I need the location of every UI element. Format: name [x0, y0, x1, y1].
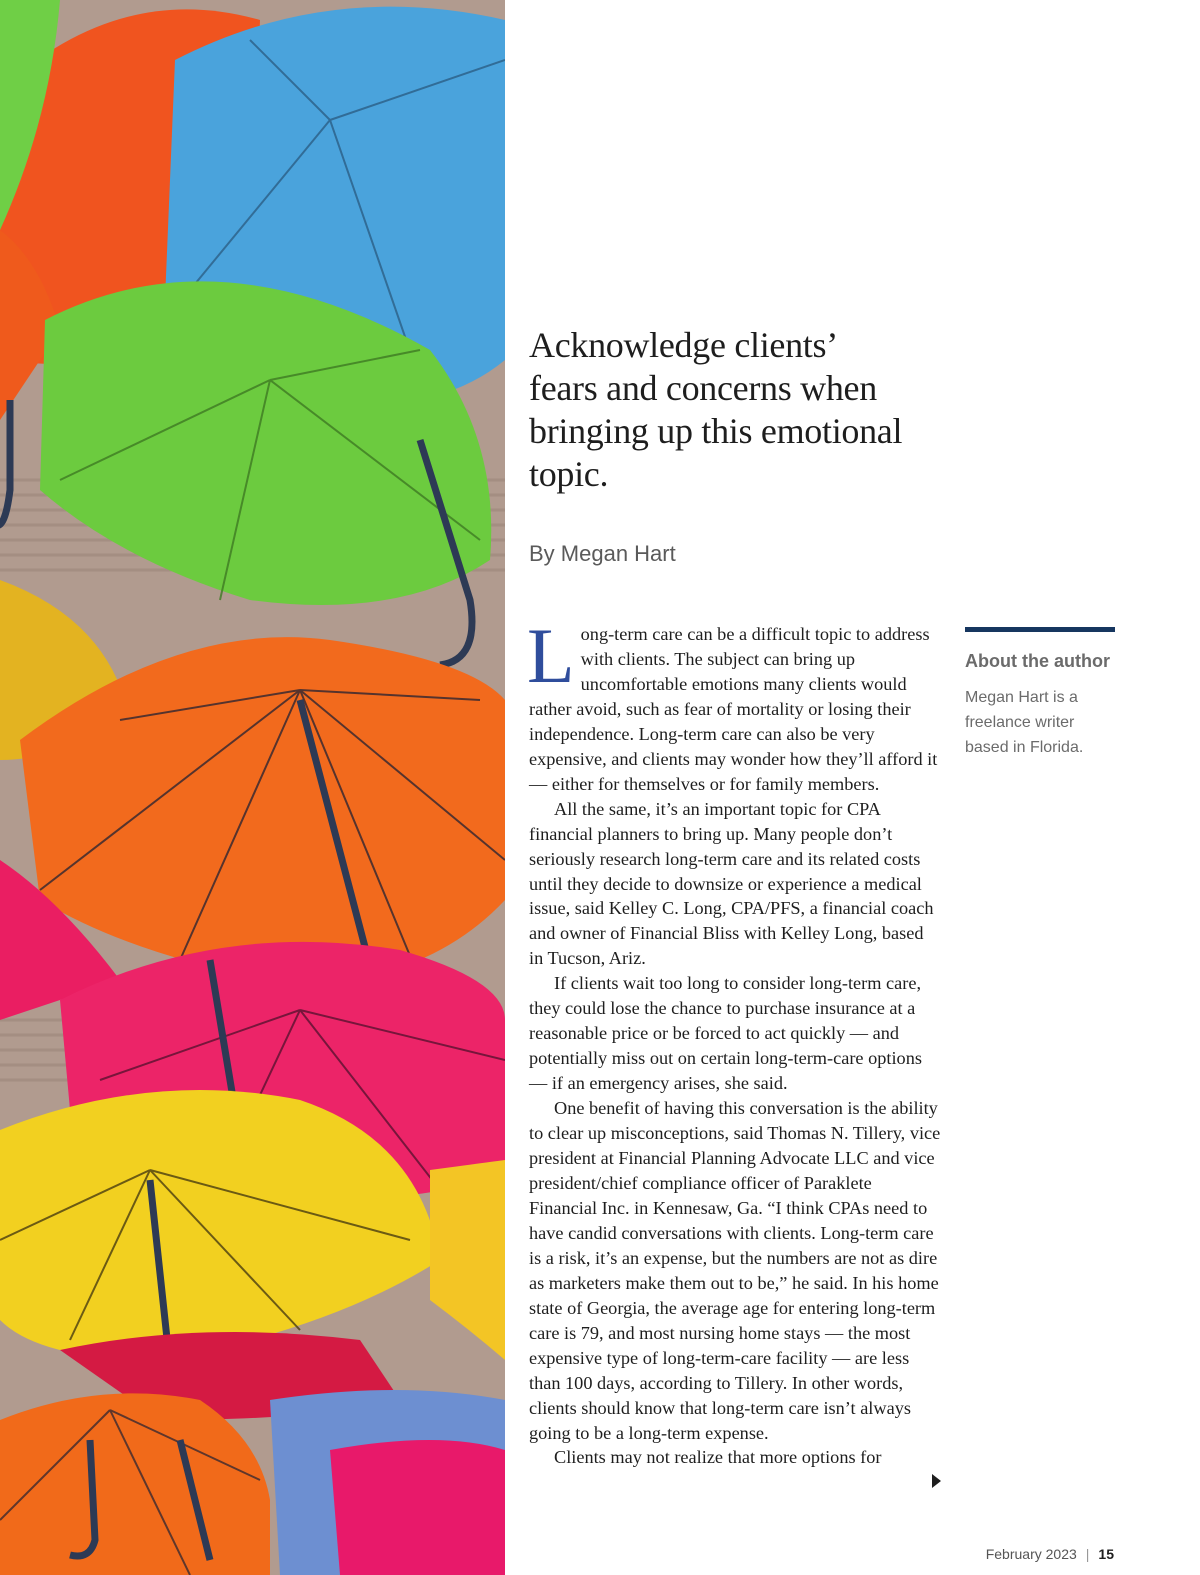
byline: By Megan Hart	[529, 541, 676, 566]
sidebar-divider	[965, 627, 1115, 632]
first-paragraph-text: ong-term care can be a difficult topic to address with clients. The subject can bring up uncomfortable emotions many clients would rather avoid, such as fear of mortality or losing their independence. Long-term care can also be very expensive, and clients may wonder how they’ll afford it — either for themselves or for family members.	[529, 624, 938, 794]
issue-date: February 2023	[985, 1546, 1077, 1562]
author-bio: Megan Hart is a freelance writer based in Florida.	[965, 689, 1084, 756]
footer-separator: |	[1085, 1546, 1090, 1562]
sidebar-title: About the author	[965, 651, 1110, 671]
article-paragraph-2: All the same, it’s an important topic for CPA financial planners to bring up. Many people don’t seriously research long-term care and its related costs until they decide to downsize or experience a medical issue, said Kelley C. Long, CPA/PFS, a financial coach and owner of Financial Bliss with Kelley Long, based in Tucson, Ariz.	[529, 798, 934, 969]
article-paragraph-1	[527, 612, 941, 797]
continue-arrow-icon	[932, 1474, 941, 1488]
article-body	[527, 612, 941, 1470]
page-footer	[986, 1546, 1114, 1562]
drop-cap: L	[527, 612, 575, 699]
article-paragraph-5: Clients may not realize that more options for	[554, 1447, 882, 1468]
article-headline: Acknowledge clients’ fears and concerns when bringing up this emotional topic.	[529, 325, 903, 494]
about-author-sidebar	[965, 627, 1115, 760]
article-paragraph-3: If clients wait too long to consider long-term care, they could lose the chance to purchase insurance at a reasonable price or be forced to act quickly — and potentially miss out on certain long-term-care options — if an emergency arises, she said.	[529, 973, 922, 1094]
page-number: 15	[1098, 1546, 1114, 1562]
umbrellas-photo	[0, 0, 505, 1575]
article-paragraph-4: One benefit of having this conversation is the ability to clear up misconceptions, said Thomas N. Tillery, vice president at Financial Planning Advocate LLC and vice president/chief compliance officer of Paraklete Financial Inc. in Kennesaw, Ga. “I think CPAs need to have candid conversations with clients. Long-term care is a risk, it’s an expense, but the numbers are not as dire as marketers make them out to be,” he said. In his home state of Georgia, the average age for entering long-term care is 79, and most nursing home stays — the most expensive type of long-term-care facility — are less than 100 days, according to Tillery. In other words, clients should know that long-term care isn’t always going to be a long-term expense.	[529, 1098, 941, 1443]
